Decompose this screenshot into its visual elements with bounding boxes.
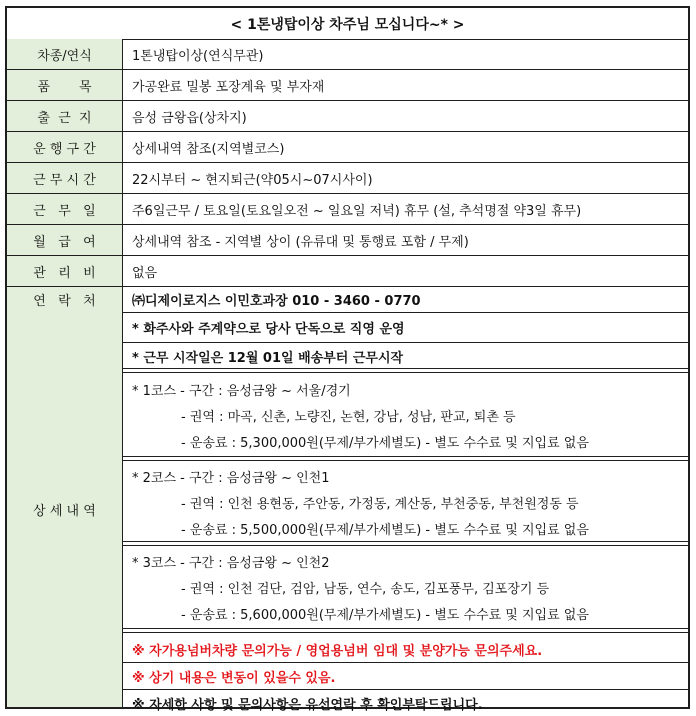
- job-posting-table: [5, 6, 690, 713]
- course3-area: - 권역 : 인천 검단, 검암, 남동, 연수, 송도, 김포풍무, 김포장기 등: [181, 581, 550, 597]
- course1-route: * 1코스 - 구간 : 음성금왕 ~ 서울/경기: [132, 383, 351, 399]
- value-fee: 없음: [132, 265, 158, 281]
- value-hours: 22시부터 ~ 현지퇴근(약05시~07시사이): [132, 172, 373, 188]
- course3-fee: - 운송료 : 5,600,000원(무제/부가세별도) - 별도 수수료 및 지입료 없음: [181, 607, 589, 623]
- course2-area: - 권역 : 인천 용현동, 주안동, 가정동, 계산동, 부천중동, 부천원정동 등: [181, 496, 579, 512]
- row-workdays: [7, 194, 688, 225]
- label-salary: 월 급 여: [7, 225, 123, 255]
- divider-double: [123, 368, 688, 373]
- row-workplace: [7, 101, 688, 132]
- value-salary: 상세내역 참조 - 지역별 상이 (유류대 및 통행료 포함 / 무제): [132, 234, 469, 250]
- label-contact: 연 락 처: [7, 287, 123, 312]
- divider-double: [123, 456, 688, 461]
- value-contact: ㈜디제이로지스 이민호과장 010 - 3460 - 0770: [132, 294, 421, 309]
- row-salary: [7, 225, 688, 256]
- row-item: [7, 70, 688, 101]
- row-contact: [7, 287, 688, 313]
- page-title: < 1톤냉탑이상 차주님 모십니다~* >: [7, 8, 688, 40]
- notice-start-date: * 근무 시작일은 12월 01일 배송부터 근무시작: [132, 350, 404, 366]
- label-vehicle: 차종/연식: [7, 39, 123, 69]
- course3-route: * 3코스 - 구간 : 음성금왕 ~ 인천2: [132, 555, 330, 571]
- label-workdays: 근 무 일: [7, 194, 123, 224]
- footer-contact-notice: ※ 자세한 사항 및 문의사항은 유선연락 후 확인부탁드립니다.: [132, 697, 483, 713]
- course2-route: * 2코스 - 구간 : 음성금왕 ~ 인천1: [132, 470, 330, 486]
- divider-double: [123, 628, 688, 633]
- value-item: 가공완료 밀봉 포장계육 및 부자재: [132, 79, 325, 95]
- label-route: 운 행 구 간: [7, 132, 123, 162]
- value-route: 상세내역 참조(지역별코스): [132, 141, 285, 157]
- value-workplace: 음성 금왕읍(상차지): [132, 110, 247, 126]
- label-workplace: 출 근 지: [7, 101, 123, 131]
- value-vehicle: 1톤냉탑이상(연식무관): [132, 48, 264, 64]
- label-hours: 근 무 시 간: [7, 163, 123, 193]
- row-route: [7, 132, 688, 163]
- row-hours: [7, 163, 688, 194]
- value-workdays: 주6일근무 / 토요일(토요일오전 ~ 일요일 저녁) 휴무 (설, 추석명절 약3일 휴무): [132, 203, 582, 219]
- detail-section: [123, 312, 688, 713]
- course2-fee: - 운송료 : 5,500,000원(무제/부가세별도) - 별도 수수료 및 지입료 없음: [181, 522, 589, 538]
- footer-subject-to-change: ※ 상기 내용은 변동이 있을수 있음.: [132, 670, 336, 686]
- label-item: 품 목: [7, 70, 123, 100]
- row-vehicle: [7, 39, 688, 70]
- course1-area: - 권역 : 마곡, 신촌, 노량진, 논현, 강남, 성남, 판교, 퇴촌 등: [181, 409, 516, 425]
- divider-double: [123, 541, 688, 546]
- row-fee: [7, 256, 688, 287]
- notice-direct-operation: * 화주사와 주계약으로 당사 단독으로 직영 운영: [132, 321, 405, 337]
- footer-vehicle-inquiry: ※ 자가용넘버차량 문의가능 / 영업용넘버 임대 및 분양가능 문의주세요.: [132, 643, 543, 659]
- course1-fee: - 운송료 : 5,300,000원(무제/부가세별도) - 별도 수수료 및 지입료 없음: [181, 435, 589, 451]
- label-fee: 관 리 비: [7, 256, 123, 286]
- label-detail: 상 세 내 역: [7, 312, 123, 707]
